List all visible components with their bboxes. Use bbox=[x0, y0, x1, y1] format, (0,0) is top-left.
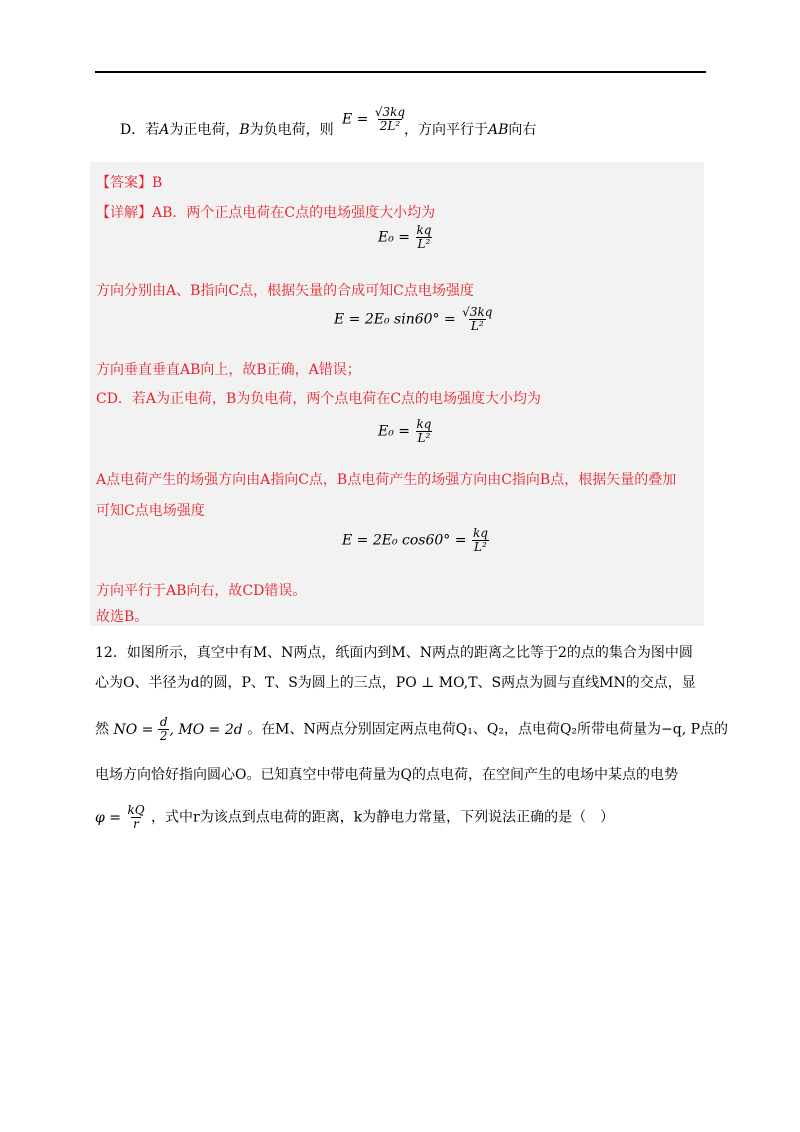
eq4-den: L² bbox=[474, 540, 487, 554]
option-d-fraction bbox=[373, 106, 407, 133]
eq1-num: kq bbox=[416, 223, 432, 237]
option-d-suffix: 方向平行于 bbox=[418, 122, 488, 138]
answer-line-5: A点电荷产生的场强方向由A指向C点，B点电荷产生的场强方向由C指向B点，根据矢量的叠加 bbox=[96, 472, 677, 488]
option-d-b: B bbox=[239, 122, 250, 138]
q12-l3-pre: 然 bbox=[95, 721, 109, 738]
equation-1 bbox=[378, 224, 433, 251]
option-d-eq-den: 2L² bbox=[379, 119, 401, 133]
q12-l3-equation bbox=[113, 715, 247, 743]
q12-l3-eq-a: NO = bbox=[113, 721, 154, 738]
answer-line-3: 方向垂直垂直AB向上，故B正确，A错误； bbox=[96, 362, 361, 378]
eq2-num: √3kq bbox=[462, 305, 493, 319]
option-d-eq-num: √3kq bbox=[374, 105, 406, 119]
q12-l5-post: ，式中r为该点到点电荷的距离，k为静电力常量，下列说法正确的是（ ） bbox=[151, 809, 615, 826]
answer-line-1 bbox=[96, 202, 435, 222]
answer-line-7: 方向平行于AB向右，故CD错误。 bbox=[96, 583, 307, 599]
equation-4 bbox=[342, 527, 490, 554]
header-rule bbox=[95, 71, 706, 73]
question-12-line-3 bbox=[95, 716, 728, 743]
equation-3 bbox=[378, 418, 433, 445]
option-d-end: 向右 bbox=[508, 122, 537, 138]
q12-l5-eq-a: φ = bbox=[95, 809, 121, 826]
question-12-line-5 bbox=[95, 804, 614, 831]
eq4-fraction bbox=[471, 527, 490, 554]
eq3-num: kq bbox=[416, 417, 432, 431]
option-d-eq-lhs: E = bbox=[342, 111, 369, 128]
eq2-fraction bbox=[460, 306, 494, 333]
equation-2 bbox=[334, 306, 494, 333]
option-d-comma: ， bbox=[404, 122, 418, 138]
eq4-num: kq bbox=[472, 526, 488, 540]
q12-l5-equation bbox=[95, 803, 151, 831]
answer-line-8: 故选B。 bbox=[96, 609, 149, 625]
eq3-fraction bbox=[414, 418, 433, 445]
option-d-ab: AB bbox=[488, 122, 509, 138]
q12-l3-post: 。在M、N两点分别固定两点电荷Q₁、Q₂，点电荷Q₂所带电荷量为−q, P点的 bbox=[247, 721, 729, 738]
question-12-line-2: 心为O、半径为d的圆，P、T、S为圆上的三点，PO ⊥ MO,T、S两点为圆与直线MN的交点，显 bbox=[95, 675, 696, 691]
option-d-mid2: 为负电荷，则 bbox=[249, 122, 334, 138]
option-d bbox=[120, 104, 680, 144]
option-d-equation bbox=[342, 106, 407, 133]
answer-label: 【答案】B bbox=[96, 175, 163, 191]
question-12-line-4: 电场方向恰好指向圆心O。已知真空中带电荷量为Q的点电荷，在空间产生的电场中某点的电势 bbox=[95, 767, 678, 783]
eq1-lhs: E₀ = bbox=[378, 229, 411, 246]
option-d-mid1: 为正电荷， bbox=[169, 122, 240, 138]
eq2-den: L² bbox=[470, 319, 484, 333]
answer-line-2: 方向分别由A、B指向C点，根据矢量的合成可知C点电场强度 bbox=[96, 283, 474, 299]
question-12-line-1: 12．如图所示，真空中有M、N两点，纸面内到M、N两点的距离之比等于2的点的集合为图中圆 bbox=[95, 645, 693, 661]
q12-l5-num: kQ bbox=[127, 803, 145, 817]
q12-l3-den: 2 bbox=[159, 729, 168, 743]
eq4-lhs: E = 2E₀ cos60° = bbox=[342, 532, 467, 549]
detail-text-1: AB．两个正点电荷在C点的电场强度大小均为 bbox=[152, 205, 436, 221]
answer-box bbox=[90, 162, 704, 626]
q12-l3-fraction bbox=[158, 716, 170, 743]
eq2-lhs: E = 2E₀ sin60° = bbox=[334, 311, 456, 328]
option-d-a: A bbox=[159, 122, 170, 138]
detail-label: 【详解】 bbox=[96, 205, 152, 221]
eq3-den: L² bbox=[417, 431, 431, 445]
q12-l3-eq-b: , MO = 2d bbox=[169, 721, 243, 738]
q12-l3-num: d bbox=[159, 715, 168, 729]
eq3-lhs: E₀ = bbox=[378, 423, 411, 440]
eq1-den: L² bbox=[417, 237, 431, 251]
answer-line-4: CD．若A为正电荷，B为负电荷，两个点电荷在C点的电场强度大小均为 bbox=[96, 391, 542, 407]
eq1-fraction bbox=[414, 224, 433, 251]
option-d-prefix: D．若 bbox=[120, 122, 160, 138]
q12-l5-den: r bbox=[133, 817, 139, 831]
q12-l5-fraction bbox=[125, 804, 146, 831]
answer-line-6: 可知C点电场强度 bbox=[96, 503, 205, 519]
